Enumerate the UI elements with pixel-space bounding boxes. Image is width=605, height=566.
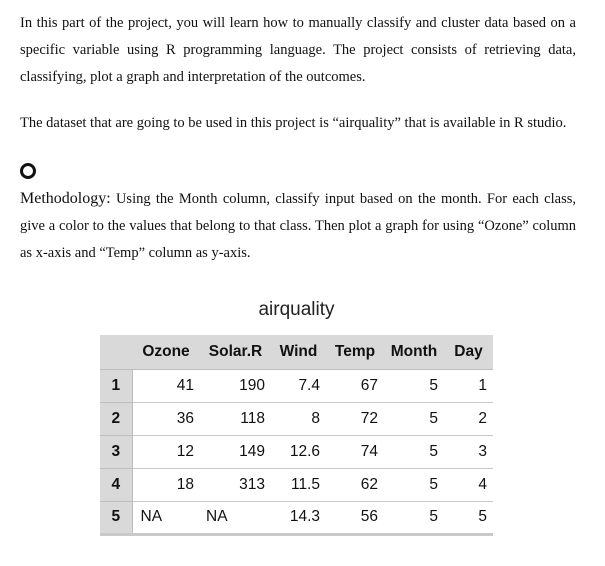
table-row (100, 468, 493, 501)
cell-temp: 56 (326, 501, 384, 534)
cell-day: 2 (444, 402, 493, 435)
cell-solar: 313 (200, 468, 271, 501)
cell-ozone: 12 (132, 435, 200, 468)
cell-solar: 149 (200, 435, 271, 468)
table-row (100, 369, 493, 402)
cell-month: 5 (384, 402, 444, 435)
header-solar: Solar.R (200, 335, 271, 369)
table-row (100, 435, 493, 468)
cell-ozone: NA (132, 501, 200, 534)
row-number: 5 (100, 501, 132, 534)
cell-wind: 11.5 (271, 468, 326, 501)
row-number: 4 (100, 468, 132, 501)
cell-month: 5 (384, 435, 444, 468)
cell-ozone: 18 (132, 468, 200, 501)
table-header-row (100, 335, 493, 369)
row-number: 1 (100, 369, 132, 402)
methodology-text: Using the Month column, classify input based on the month. For each class, give a color to the values that belong to that class. Then plot a graph for using “Ozone” column as x-axis and “Temp” column as y-axis. (20, 191, 576, 261)
cell-solar: NA (200, 501, 271, 534)
intro-paragraph: In this part of the project, you will learn how to manually classify and cluster data based on a specific variable using R programming language. The project consists of retrieving data, classifying, plot a graph and interpretation of the outcomes. (20, 15, 576, 85)
cell-solar: 118 (200, 402, 271, 435)
cell-temp: 72 (326, 402, 384, 435)
header-day: Day (444, 335, 493, 369)
cell-solar: 190 (200, 369, 271, 402)
cell-day: 4 (444, 468, 493, 501)
header-ozone: Ozone (132, 335, 200, 369)
cell-day: 5 (444, 501, 493, 534)
airquality-table (100, 335, 493, 536)
table-row (100, 501, 493, 534)
dataset-paragraph: The dataset that are going to be used in this project is “airquality” that is available in R studio. (20, 115, 567, 131)
cell-temp: 62 (326, 468, 384, 501)
cell-month: 5 (384, 501, 444, 534)
cell-ozone: 41 (132, 369, 200, 402)
cell-temp: 67 (326, 369, 384, 402)
header-month: Month (384, 335, 444, 369)
header-rowname (100, 335, 132, 369)
cell-day: 1 (444, 369, 493, 402)
methodology-label: Methodology: (20, 190, 111, 207)
cell-wind: 12.6 (271, 435, 326, 468)
circle-bullet-icon (20, 163, 36, 179)
cell-ozone: 36 (132, 402, 200, 435)
table-title: airquality (258, 299, 335, 320)
row-number: 2 (100, 402, 132, 435)
header-temp: Temp (326, 335, 384, 369)
cell-wind: 7.4 (271, 369, 326, 402)
cell-month: 5 (384, 468, 444, 501)
cell-day: 3 (444, 435, 493, 468)
cell-wind: 14.3 (271, 501, 326, 534)
cell-temp: 74 (326, 435, 384, 468)
cell-wind: 8 (271, 402, 326, 435)
methodology-paragraph (20, 185, 576, 267)
table-row (100, 402, 493, 435)
header-wind: Wind (271, 335, 326, 369)
cell-month: 5 (384, 369, 444, 402)
row-number: 3 (100, 435, 132, 468)
